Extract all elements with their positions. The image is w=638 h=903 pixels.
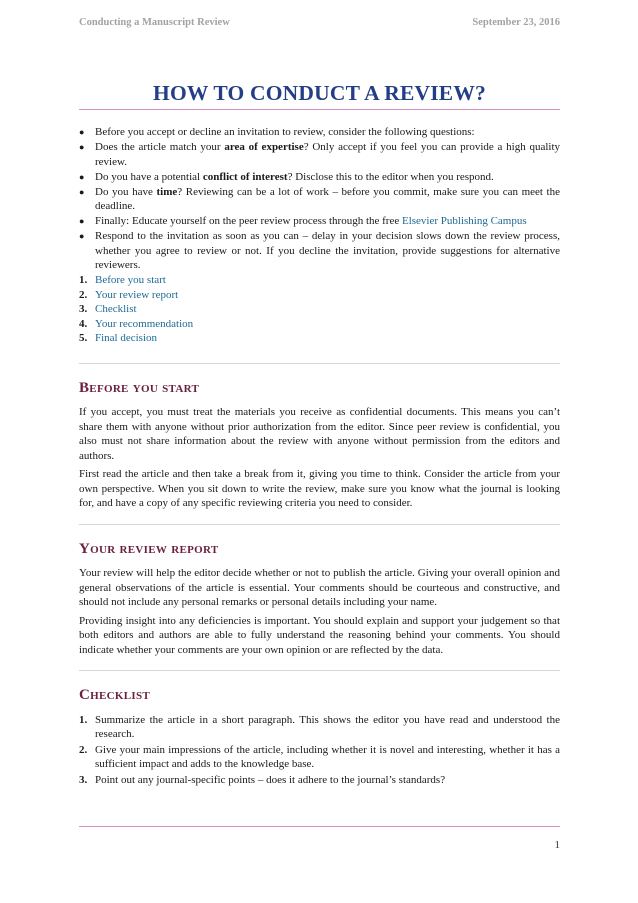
text-run: ? Only accept if you feel you can provide a high quality review. xyxy=(95,141,560,168)
section-heading-checklist: Checklist xyxy=(79,687,150,703)
bullet-icon: ● xyxy=(79,171,85,182)
title-divider xyxy=(79,109,560,110)
toc-link[interactable]: Your review report xyxy=(95,288,179,301)
section-divider xyxy=(79,363,560,364)
bullet-item xyxy=(79,170,560,185)
toc-item-review-report[interactable]: 2. Your review report xyxy=(79,288,179,301)
page-title: HOW TO CONDUCT A REVIEW? xyxy=(153,81,486,105)
text-run: Do you have a potential xyxy=(95,170,203,183)
emphasis: conflict of interest xyxy=(202,170,288,183)
section-divider xyxy=(79,670,560,671)
emphasis: time xyxy=(156,185,178,198)
header-document-title: Conducting a Manuscript Review xyxy=(79,17,230,28)
header-date: September 23, 2016 xyxy=(472,17,560,28)
text-run: Respond to the invitation as soon as you can – delay in your decision slows down the review process, whether you agree to review or not. If you decline the invitation, provide suggestions for alternative reviewers. xyxy=(95,230,560,271)
bullet-item xyxy=(79,185,560,214)
bullet-icon: ● xyxy=(79,186,85,197)
section-heading-review-report: Your review report xyxy=(79,540,219,557)
bullet-item xyxy=(79,140,560,169)
running-header xyxy=(79,17,560,28)
text-run: Does the article match your xyxy=(95,141,225,153)
section-divider xyxy=(79,524,560,525)
text-run: ? Reviewing can be a lot of work – before you commit, make sure you can meet the deadline. xyxy=(95,185,560,212)
emphasis: area of expertise xyxy=(224,141,304,153)
checklist-item: 1. Summarize the article in a short paragraph. This shows the editor you have read and understood the research. xyxy=(79,713,560,740)
toc-link[interactable]: Final decision xyxy=(95,332,158,344)
main-content xyxy=(79,125,560,788)
bullet-icon: ● xyxy=(79,142,85,152)
text-run: Before you accept or decline an invitation to review, consider the following questions: xyxy=(95,126,475,138)
bullet-icon: ● xyxy=(79,127,85,137)
text-run: Finally: Educate yourself on the peer review process through the free xyxy=(95,215,402,227)
toc-item-recommendation[interactable]: 4. Your recommendation xyxy=(79,317,194,330)
text-run: ? Disclose this to the editor when you respond. xyxy=(287,170,494,183)
toc-link[interactable]: Before you start xyxy=(95,274,166,286)
bullet-icon: ● xyxy=(79,216,85,226)
intro-bullet-list xyxy=(79,125,560,273)
checklist-list xyxy=(79,713,560,788)
text-run: Do you have xyxy=(95,185,157,198)
checklist-item: 2. Give your main impressions of the article, including whether it is novel and interesting, whether it has a sufficient impact and adds to the knowledge base. xyxy=(79,743,560,770)
footer-divider xyxy=(79,826,560,827)
toc-item-before-you-start[interactable]: 1. Before you start xyxy=(79,274,166,286)
bullet-item xyxy=(79,214,560,229)
bullet-icon: ● xyxy=(79,231,85,241)
toc-link[interactable]: Checklist xyxy=(95,303,137,315)
toc-item-final-decision[interactable]: 5. Final decision xyxy=(79,332,158,344)
inline-link[interactable]: Elsevier Publishing Campus xyxy=(401,215,527,227)
toc-item-checklist[interactable]: 3. Checklist xyxy=(79,303,137,315)
bullet-item xyxy=(79,229,560,273)
checklist-item: 3. Point out any journal-specific points – does it adhere to the journal’s standards? xyxy=(79,773,446,786)
paragraph: If you accept, you must treat the materials you receive as confidential documents. This means you can’t share them with anyone without prior authorization from the editor. Since peer review is confidential, you also must not share information about the review with anyone without permission from the editors and authors. xyxy=(79,406,560,462)
paragraph: Your review will help the editor decide whether or not to publish the article. Giving your overall opinion and general observations of the article is essential. Your comments should be courteous and constructive, and should not include any personal remarks or personal details including your name. xyxy=(79,567,560,608)
section-heading-before-you-start: Before you start xyxy=(79,379,200,396)
paragraph: First read the article and then take a break from it, giving you time to think. Consider the article from your own perspective. When you sit down to write the review, make sure you know what the journal is looking for, and have a copy of any specific reviewing criteria you need to consider. xyxy=(79,468,560,509)
table-of-contents xyxy=(79,273,560,346)
page-number: 1 xyxy=(554,839,560,851)
bullet-item xyxy=(79,125,560,140)
paragraph: Providing insight into any deficiencies is important. You should explain and support your judgement so that both editors and authors are able to fully understand the reasoning behind your comments. You should indicate whether your comments are your own opinion or are reflected by the data. xyxy=(79,614,560,656)
toc-link[interactable]: Your recommendation xyxy=(95,317,194,330)
